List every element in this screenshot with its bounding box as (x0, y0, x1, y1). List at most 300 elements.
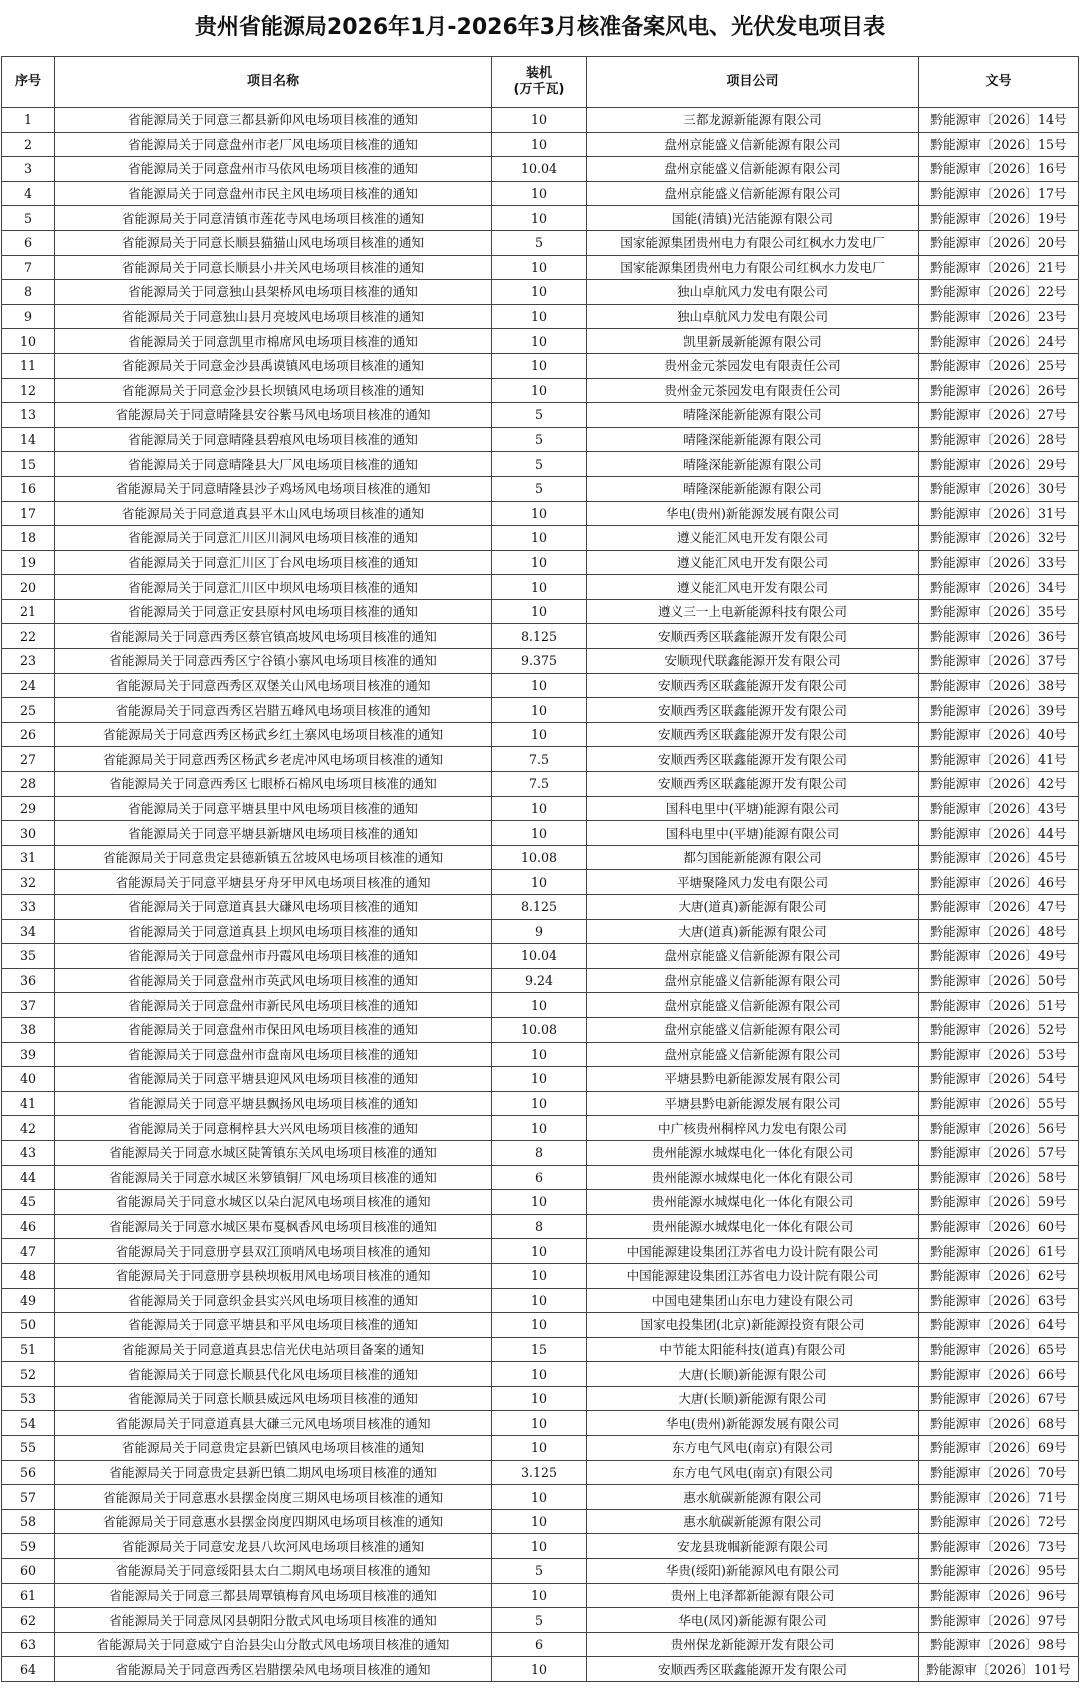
table-row (2, 1534, 1079, 1559)
project-table (1, 56, 1079, 1682)
cell-doc-number: 黔能源审〔2026〕31号 (919, 501, 1079, 526)
cell-capacity: 10 (492, 821, 587, 846)
cell-index: 2 (2, 132, 55, 157)
cell-index: 12 (2, 378, 55, 403)
cell-project-name: 省能源局关于同意水城区以朵白泥风电场项目核准的通知 (55, 1190, 492, 1215)
cell-company: 国科电里中(平塘)能源有限公司 (587, 821, 919, 846)
table-row (2, 1091, 1079, 1116)
cell-project-name: 省能源局关于同意水城区米箩镇铜厂风电场项目核准的通知 (55, 1165, 492, 1190)
cell-project-name: 省能源局关于同意道真县大磏三元风电场项目核准的通知 (55, 1411, 492, 1436)
cell-capacity: 5 (492, 452, 587, 477)
cell-doc-number: 黔能源审〔2026〕73号 (919, 1534, 1079, 1559)
table-row (2, 1140, 1079, 1165)
cell-project-name: 省能源局关于同意凯里市棉席风电场项目核准的通知 (55, 329, 492, 354)
cell-index: 13 (2, 403, 55, 428)
cell-index: 3 (2, 157, 55, 182)
cell-capacity: 6 (492, 1165, 587, 1190)
cell-doc-number: 黔能源审〔2026〕63号 (919, 1288, 1079, 1313)
cell-index: 42 (2, 1116, 55, 1141)
cell-doc-number: 黔能源审〔2026〕19号 (919, 206, 1079, 231)
cell-doc-number: 黔能源审〔2026〕48号 (919, 919, 1079, 944)
cell-index: 62 (2, 1608, 55, 1633)
table-row (2, 1559, 1079, 1584)
cell-project-name: 省能源局关于同意西秀区杨武乡老虎冲风电场项目核准的通知 (55, 747, 492, 772)
cell-company: 盘州京能盛义信新能源有限公司 (587, 157, 919, 182)
cell-doc-number: 黔能源审〔2026〕34号 (919, 575, 1079, 600)
cell-capacity: 10 (492, 1263, 587, 1288)
cell-index: 28 (2, 772, 55, 797)
cell-index: 34 (2, 919, 55, 944)
cell-company: 贵州金元茶园发电有限责任公司 (587, 353, 919, 378)
cell-company: 惠水航碳新能源有限公司 (587, 1509, 919, 1534)
cell-capacity: 10 (492, 1534, 587, 1559)
header-index: 序号 (2, 57, 55, 108)
table-row (2, 1042, 1079, 1067)
cell-index: 17 (2, 501, 55, 526)
cell-index: 31 (2, 845, 55, 870)
cell-capacity: 5 (492, 230, 587, 255)
cell-doc-number: 黔能源审〔2026〕30号 (919, 476, 1079, 501)
table-row (2, 993, 1079, 1018)
cell-company: 中广核贵州桐梓风力发电有限公司 (587, 1116, 919, 1141)
table-row (2, 1411, 1079, 1436)
table-row (2, 1657, 1079, 1682)
cell-doc-number: 黔能源审〔2026〕49号 (919, 944, 1079, 969)
cell-index: 26 (2, 722, 55, 747)
cell-company: 安顺西秀区联鑫能源开发有限公司 (587, 722, 919, 747)
cell-capacity: 10.04 (492, 944, 587, 969)
cell-doc-number: 黔能源审〔2026〕47号 (919, 895, 1079, 920)
cell-company: 盘州京能盛义信新能源有限公司 (587, 1042, 919, 1067)
cell-doc-number: 黔能源审〔2026〕72号 (919, 1509, 1079, 1534)
cell-project-name: 省能源局关于同意惠水县摆金岗度三期风电场项目核准的通知 (55, 1485, 492, 1510)
cell-company: 贵州能源水城煤电化一体化有限公司 (587, 1140, 919, 1165)
cell-doc-number: 黔能源审〔2026〕62号 (919, 1263, 1079, 1288)
cell-company: 贵州能源水城煤电化一体化有限公司 (587, 1214, 919, 1239)
table-row (2, 157, 1079, 182)
cell-project-name: 省能源局关于同意独山县架桥风电场项目核准的通知 (55, 280, 492, 305)
cell-company: 安顺西秀区联鑫能源开发有限公司 (587, 747, 919, 772)
cell-capacity: 10.08 (492, 1017, 587, 1042)
cell-project-name: 省能源局关于同意晴隆县碧痕风电场项目核准的通知 (55, 427, 492, 452)
cell-project-name: 省能源局关于同意安龙县八坎河风电场项目核准的通知 (55, 1534, 492, 1559)
cell-project-name: 省能源局关于同意平塘县和平风电场项目核准的通知 (55, 1313, 492, 1338)
cell-project-name: 省能源局关于同意平塘县新塘风电场项目核准的通知 (55, 821, 492, 846)
table-row (2, 698, 1079, 723)
cell-company: 国能(清镇)光洁能源有限公司 (587, 206, 919, 231)
cell-index: 11 (2, 353, 55, 378)
cell-capacity: 6 (492, 1632, 587, 1657)
cell-doc-number: 黔能源审〔2026〕14号 (919, 108, 1079, 133)
cell-capacity: 10 (492, 722, 587, 747)
cell-capacity: 10 (492, 304, 587, 329)
table-row (2, 1509, 1079, 1534)
cell-company: 盘州京能盛义信新能源有限公司 (587, 968, 919, 993)
cell-index: 21 (2, 599, 55, 624)
cell-company: 独山卓航风力发电有限公司 (587, 304, 919, 329)
cell-capacity: 10 (492, 1362, 587, 1387)
cell-capacity: 5 (492, 427, 587, 452)
cell-doc-number: 黔能源审〔2026〕16号 (919, 157, 1079, 182)
table-row (2, 1067, 1079, 1092)
table-row (2, 280, 1079, 305)
table-row (2, 1017, 1079, 1042)
cell-doc-number: 黔能源审〔2026〕35号 (919, 599, 1079, 624)
cell-project-name: 省能源局关于同意册亨县双江顶哨风电场项目核准的通知 (55, 1239, 492, 1264)
cell-project-name: 省能源局关于同意独山县月亮坡风电场项目核准的通知 (55, 304, 492, 329)
cell-capacity: 10 (492, 870, 587, 895)
table-row (2, 476, 1079, 501)
cell-index: 59 (2, 1534, 55, 1559)
table-row (2, 772, 1079, 797)
cell-project-name: 省能源局关于同意长顺县威远风电场项目核准的通知 (55, 1386, 492, 1411)
cell-doc-number: 黔能源审〔2026〕66号 (919, 1362, 1079, 1387)
cell-capacity: 10 (492, 353, 587, 378)
cell-doc-number: 黔能源审〔2026〕43号 (919, 796, 1079, 821)
table-row (2, 1583, 1079, 1608)
cell-project-name: 省能源局关于同意西秀区岩腊五峰风电场项目核准的通知 (55, 698, 492, 723)
cell-index: 8 (2, 280, 55, 305)
cell-doc-number: 黔能源审〔2026〕15号 (919, 132, 1079, 157)
table-row (2, 968, 1079, 993)
cell-company: 华电(贵州)新能源发展有限公司 (587, 1411, 919, 1436)
cell-doc-number: 黔能源审〔2026〕52号 (919, 1017, 1079, 1042)
cell-capacity: 10 (492, 673, 587, 698)
cell-index: 23 (2, 649, 55, 674)
cell-doc-number: 黔能源审〔2026〕101号 (919, 1657, 1079, 1682)
cell-company: 东方电气风电(南京)有限公司 (587, 1460, 919, 1485)
cell-index: 57 (2, 1485, 55, 1510)
cell-project-name: 省能源局关于同意清镇市莲花寺风电场项目核准的通知 (55, 206, 492, 231)
cell-index: 60 (2, 1559, 55, 1584)
cell-company: 平塘县黔电新能源发展有限公司 (587, 1067, 919, 1092)
cell-project-name: 省能源局关于同意平塘县牙舟牙甲风电场项目核准的通知 (55, 870, 492, 895)
cell-index: 61 (2, 1583, 55, 1608)
table-row (2, 1214, 1079, 1239)
cell-index: 41 (2, 1091, 55, 1116)
cell-index: 6 (2, 230, 55, 255)
cell-doc-number: 黔能源审〔2026〕27号 (919, 403, 1079, 428)
cell-project-name: 省能源局关于同意金沙县禹谟镇风电场项目核准的通知 (55, 353, 492, 378)
cell-index: 9 (2, 304, 55, 329)
table-row (2, 821, 1079, 846)
cell-project-name: 省能源局关于同意惠水县摆金岗度四期风电场项目核准的通知 (55, 1509, 492, 1534)
cell-company: 盘州京能盛义信新能源有限公司 (587, 993, 919, 1018)
cell-project-name: 省能源局关于同意三都县新仰风电场项目核准的通知 (55, 108, 492, 133)
cell-project-name: 省能源局关于同意汇川区川洞风电场项目核准的通知 (55, 526, 492, 551)
table-row (2, 1460, 1079, 1485)
cell-company: 遵义能汇风电开发有限公司 (587, 550, 919, 575)
cell-project-name: 省能源局关于同意册亨县秧坝板用风电场项目核准的通知 (55, 1263, 492, 1288)
cell-capacity: 5 (492, 476, 587, 501)
cell-company: 大唐(道真)新能源有限公司 (587, 895, 919, 920)
cell-capacity: 10 (492, 1288, 587, 1313)
table-row (2, 230, 1079, 255)
cell-doc-number: 黔能源审〔2026〕98号 (919, 1632, 1079, 1657)
cell-doc-number: 黔能源审〔2026〕23号 (919, 304, 1079, 329)
cell-project-name: 省能源局关于同意盘州市盘南风电场项目核准的通知 (55, 1042, 492, 1067)
cell-doc-number: 黔能源审〔2026〕21号 (919, 255, 1079, 280)
cell-doc-number: 黔能源审〔2026〕46号 (919, 870, 1079, 895)
cell-capacity: 10 (492, 526, 587, 551)
cell-index: 47 (2, 1239, 55, 1264)
cell-index: 22 (2, 624, 55, 649)
cell-capacity: 7.5 (492, 772, 587, 797)
cell-capacity: 10 (492, 599, 587, 624)
cell-company: 晴隆深能新能源有限公司 (587, 427, 919, 452)
table-row (2, 649, 1079, 674)
cell-index: 54 (2, 1411, 55, 1436)
cell-capacity: 10.04 (492, 157, 587, 182)
cell-doc-number: 黔能源审〔2026〕68号 (919, 1411, 1079, 1436)
cell-company: 安顺西秀区联鑫能源开发有限公司 (587, 1657, 919, 1682)
cell-capacity: 10 (492, 1436, 587, 1461)
cell-company: 凯里新晟新能源有限公司 (587, 329, 919, 354)
cell-capacity: 7.5 (492, 747, 587, 772)
cell-capacity: 10 (492, 575, 587, 600)
cell-capacity: 10 (492, 1509, 587, 1534)
cell-project-name: 省能源局关于同意西秀区蔡官镇高坡风电场项目核准的通知 (55, 624, 492, 649)
cell-capacity: 10 (492, 1067, 587, 1092)
table-row (2, 304, 1079, 329)
cell-project-name: 省能源局关于同意西秀区岩腊摆朵风电场项目核准的通知 (55, 1657, 492, 1682)
cell-capacity: 10 (492, 280, 587, 305)
table-row (2, 1362, 1079, 1387)
cell-project-name: 省能源局关于同意西秀区双堡关山风电场项目核准的通知 (55, 673, 492, 698)
table-row (2, 1190, 1079, 1215)
table-row (2, 353, 1079, 378)
cell-company: 华贵(绥阳)新能源风电有限公司 (587, 1559, 919, 1584)
cell-company: 平塘县黔电新能源发展有限公司 (587, 1091, 919, 1116)
cell-doc-number: 黔能源审〔2026〕32号 (919, 526, 1079, 551)
cell-company: 安顺西秀区联鑫能源开发有限公司 (587, 624, 919, 649)
cell-capacity: 10 (492, 1386, 587, 1411)
cell-capacity: 3.125 (492, 1460, 587, 1485)
cell-capacity: 10 (492, 108, 587, 133)
table-row (2, 722, 1079, 747)
cell-project-name: 省能源局关于同意道真县大磏风电场项目核准的通知 (55, 895, 492, 920)
table-row (2, 132, 1079, 157)
cell-capacity: 10.08 (492, 845, 587, 870)
cell-capacity: 10 (492, 255, 587, 280)
cell-company: 大唐(长顺)新能源有限公司 (587, 1386, 919, 1411)
cell-project-name: 省能源局关于同意道真县平木山风电场项目核准的通知 (55, 501, 492, 526)
cell-company: 盘州京能盛义信新能源有限公司 (587, 181, 919, 206)
table-row (2, 378, 1079, 403)
table-row (2, 550, 1079, 575)
cell-company: 大唐(道真)新能源有限公司 (587, 919, 919, 944)
cell-index: 18 (2, 526, 55, 551)
cell-index: 10 (2, 329, 55, 354)
table-row (2, 599, 1079, 624)
cell-company: 贵州保龙新能源开发有限公司 (587, 1632, 919, 1657)
cell-doc-number: 黔能源审〔2026〕56号 (919, 1116, 1079, 1141)
cell-doc-number: 黔能源审〔2026〕67号 (919, 1386, 1079, 1411)
cell-capacity: 10 (492, 1091, 587, 1116)
cell-index: 63 (2, 1632, 55, 1657)
cell-capacity: 10 (492, 181, 587, 206)
table-row (2, 1485, 1079, 1510)
table-row (2, 1436, 1079, 1461)
cell-doc-number: 黔能源审〔2026〕24号 (919, 329, 1079, 354)
cell-company: 东方电气风电(南京)有限公司 (587, 1436, 919, 1461)
cell-doc-number: 黔能源审〔2026〕58号 (919, 1165, 1079, 1190)
cell-index: 45 (2, 1190, 55, 1215)
cell-index: 30 (2, 821, 55, 846)
cell-project-name: 省能源局关于同意西秀区七眼桥石棉风电场项目核准的通知 (55, 772, 492, 797)
table-row (2, 1288, 1079, 1313)
cell-company: 独山卓航风力发电有限公司 (587, 280, 919, 305)
cell-doc-number: 黔能源审〔2026〕51号 (919, 993, 1079, 1018)
cell-capacity: 10 (492, 993, 587, 1018)
table-row (2, 526, 1079, 551)
table-row (2, 895, 1079, 920)
cell-index: 25 (2, 698, 55, 723)
cell-index: 37 (2, 993, 55, 1018)
cell-company: 华电(凤冈)新能源有限公司 (587, 1608, 919, 1633)
page-title: 贵州省能源局2026年1月-2026年3月核准备案风电、光伏发电项目表 (194, 15, 886, 40)
cell-index: 52 (2, 1362, 55, 1387)
cell-index: 46 (2, 1214, 55, 1239)
cell-doc-number: 黔能源审〔2026〕22号 (919, 280, 1079, 305)
cell-capacity: 10 (492, 1116, 587, 1141)
cell-doc-number: 黔能源审〔2026〕61号 (919, 1239, 1079, 1264)
cell-company: 华电(贵州)新能源发展有限公司 (587, 501, 919, 526)
table-row (2, 944, 1079, 969)
cell-project-name: 省能源局关于同意盘州市老厂风电场项目核准的通知 (55, 132, 492, 157)
header-project-name: 项目名称 (55, 57, 492, 108)
table-row (2, 870, 1079, 895)
cell-index: 48 (2, 1263, 55, 1288)
cell-index: 64 (2, 1657, 55, 1682)
cell-company: 安龙县珑帼新能源有限公司 (587, 1534, 919, 1559)
cell-company: 晴隆深能新能源有限公司 (587, 452, 919, 477)
cell-index: 16 (2, 476, 55, 501)
cell-project-name: 省能源局关于同意汇川区丁台风电场项目核准的通知 (55, 550, 492, 575)
table-row (2, 452, 1079, 477)
cell-index: 35 (2, 944, 55, 969)
cell-doc-number: 黔能源审〔2026〕96号 (919, 1583, 1079, 1608)
cell-index: 7 (2, 255, 55, 280)
cell-capacity: 10 (492, 1657, 587, 1682)
cell-capacity: 10 (492, 698, 587, 723)
cell-index: 43 (2, 1140, 55, 1165)
cell-project-name: 省能源局关于同意道真县忠信光伏电站项目备案的通知 (55, 1337, 492, 1362)
cell-project-name: 省能源局关于同意盘州市新民风电场项目核准的通知 (55, 993, 492, 1018)
cell-capacity: 15 (492, 1337, 587, 1362)
cell-capacity: 10 (492, 1313, 587, 1338)
table-row (2, 427, 1079, 452)
cell-capacity: 10 (492, 1190, 587, 1215)
cell-doc-number: 黔能源审〔2026〕55号 (919, 1091, 1079, 1116)
cell-doc-number: 黔能源审〔2026〕50号 (919, 968, 1079, 993)
header-capacity-line2: (万千瓦) (513, 82, 565, 97)
cell-company: 中国电建集团山东电力建设有限公司 (587, 1288, 919, 1313)
header-doc-number: 文号 (919, 57, 1079, 108)
cell-doc-number: 黔能源审〔2026〕36号 (919, 624, 1079, 649)
cell-project-name: 省能源局关于同意平塘县里中风电场项目核准的通知 (55, 796, 492, 821)
cell-company: 安顺西秀区联鑫能源开发有限公司 (587, 698, 919, 723)
cell-company: 大唐(长顺)新能源有限公司 (587, 1362, 919, 1387)
cell-company: 遵义能汇风电开发有限公司 (587, 575, 919, 600)
cell-project-name: 省能源局关于同意平塘县迎风风电场项目核准的通知 (55, 1067, 492, 1092)
cell-capacity: 10 (492, 1239, 587, 1264)
cell-capacity: 8 (492, 1214, 587, 1239)
cell-company: 遵义三一上电新能源科技有限公司 (587, 599, 919, 624)
cell-project-name: 省能源局关于同意长顺县代化风电场项目核准的通知 (55, 1362, 492, 1387)
cell-index: 24 (2, 673, 55, 698)
table-body (2, 108, 1079, 1682)
table-row (2, 206, 1079, 231)
cell-company: 国家能源集团贵州电力有限公司红枫水力发电厂 (587, 255, 919, 280)
cell-capacity: 9.24 (492, 968, 587, 993)
cell-index: 1 (2, 108, 55, 133)
cell-company: 盘州京能盛义信新能源有限公司 (587, 1017, 919, 1042)
cell-company: 中国能源建设集团江苏省电力设计院有限公司 (587, 1239, 919, 1264)
cell-index: 19 (2, 550, 55, 575)
cell-project-name: 省能源局关于同意贵定县德新镇五岔坡风电场项目核准的通知 (55, 845, 492, 870)
cell-company: 贵州能源水城煤电化一体化有限公司 (587, 1165, 919, 1190)
cell-project-name: 省能源局关于同意西秀区杨武乡红土寨风电场项目核准的通知 (55, 722, 492, 747)
cell-doc-number: 黔能源审〔2026〕29号 (919, 452, 1079, 477)
cell-capacity: 10 (492, 1583, 587, 1608)
cell-index: 39 (2, 1042, 55, 1067)
table-header-row (2, 57, 1079, 108)
table-row (2, 1386, 1079, 1411)
cell-index: 14 (2, 427, 55, 452)
table-row (2, 796, 1079, 821)
cell-capacity: 5 (492, 1559, 587, 1584)
cell-index: 50 (2, 1313, 55, 1338)
table-row (2, 673, 1079, 698)
cell-doc-number: 黔能源审〔2026〕33号 (919, 550, 1079, 575)
cell-capacity: 8 (492, 1140, 587, 1165)
cell-doc-number: 黔能源审〔2026〕25号 (919, 353, 1079, 378)
cell-company: 遵义能汇风电开发有限公司 (587, 526, 919, 551)
cell-company: 晴隆深能新能源有限公司 (587, 476, 919, 501)
cell-capacity: 10 (492, 550, 587, 575)
cell-company: 中国能源建设集团江苏省电力设计院有限公司 (587, 1263, 919, 1288)
cell-company: 安顺现代联鑫能源开发有限公司 (587, 649, 919, 674)
cell-doc-number: 黔能源审〔2026〕54号 (919, 1067, 1079, 1092)
cell-capacity: 5 (492, 403, 587, 428)
cell-doc-number: 黔能源审〔2026〕71号 (919, 1485, 1079, 1510)
cell-capacity: 10 (492, 1411, 587, 1436)
table-row (2, 747, 1079, 772)
cell-project-name: 省能源局关于同意晴隆县大厂风电场项目核准的通知 (55, 452, 492, 477)
cell-capacity: 10 (492, 132, 587, 157)
cell-company: 国科电里中(平塘)能源有限公司 (587, 796, 919, 821)
cell-doc-number: 黔能源审〔2026〕20号 (919, 230, 1079, 255)
cell-project-name: 省能源局关于同意平塘县飘扬风电场项目核准的通知 (55, 1091, 492, 1116)
cell-capacity: 9 (492, 919, 587, 944)
cell-company: 晴隆深能新能源有限公司 (587, 403, 919, 428)
cell-company: 盘州京能盛义信新能源有限公司 (587, 944, 919, 969)
cell-project-name: 省能源局关于同意盘州市丹霞风电场项目核准的通知 (55, 944, 492, 969)
cell-doc-number: 黔能源审〔2026〕38号 (919, 673, 1079, 698)
cell-company: 都匀国能新能源有限公司 (587, 845, 919, 870)
cell-project-name: 省能源局关于同意威宁自治县尖山分散式风电场项目核准的通知 (55, 1632, 492, 1657)
table-row (2, 1165, 1079, 1190)
cell-doc-number: 黔能源审〔2026〕60号 (919, 1214, 1079, 1239)
cell-project-name: 省能源局关于同意桐梓县大兴风电场项目核准的通知 (55, 1116, 492, 1141)
cell-capacity: 10 (492, 378, 587, 403)
cell-doc-number: 黔能源审〔2026〕26号 (919, 378, 1079, 403)
cell-index: 5 (2, 206, 55, 231)
cell-company: 三都龙源新能源有限公司 (587, 108, 919, 133)
cell-index: 55 (2, 1436, 55, 1461)
table-row (2, 501, 1079, 526)
